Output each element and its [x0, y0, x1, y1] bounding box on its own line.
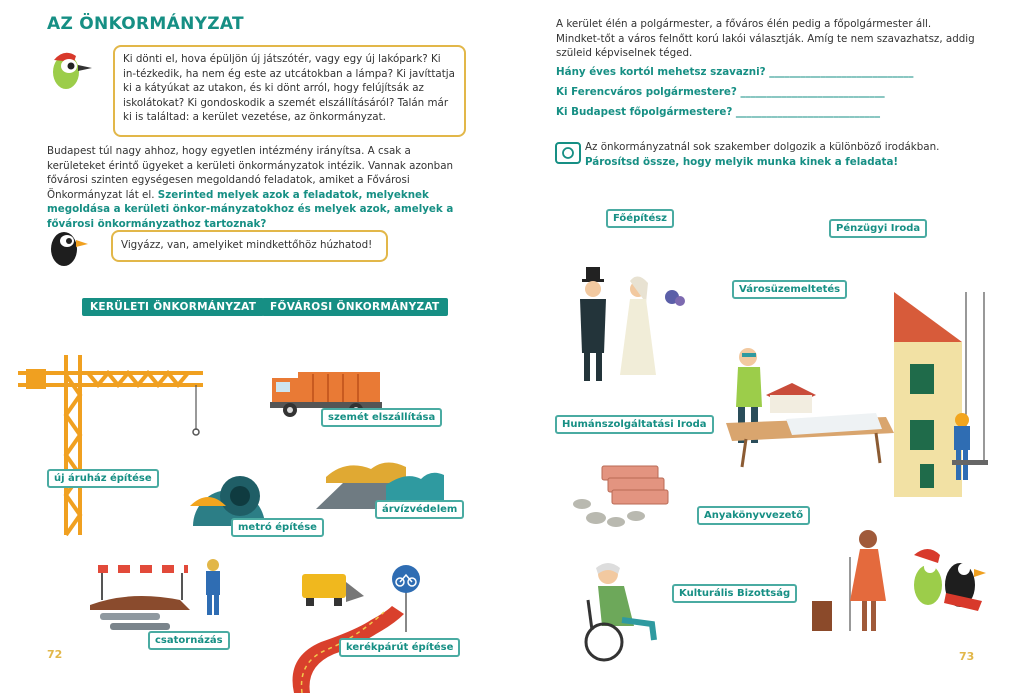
label-city-ops[interactable]: Városüzemeltetés: [732, 280, 847, 299]
label-registry[interactable]: Anyakönyvvezető: [697, 506, 810, 525]
label-chief-architect[interactable]: Főépítész: [606, 209, 674, 228]
label-flood[interactable]: árvízvédelem: [375, 500, 464, 519]
hint-bubble: Vigyázz, van, amelyiket mindkettőhöz húzhatod!: [111, 230, 388, 262]
matching-task: [585, 140, 975, 169]
question-2: Ki Ferencváros polgármestere? ____________________________: [556, 86, 885, 98]
label-metro[interactable]: metró építése: [231, 518, 324, 537]
label-sewer[interactable]: csatornázás: [148, 631, 230, 650]
capital-header[interactable]: FŐVÁROSI ÖNKORMÁNYZAT: [262, 298, 448, 316]
intro-paragraph-right: A kerület élén a polgármester, a főváros élén pedig a főpolgármester áll. Mindket-tőt a város felnőtt korú lakói választják. Amíg te nem szavazhatsz, addig szüleid képviselnek téged.: [556, 18, 975, 60]
woodpecker-icon: [44, 48, 94, 92]
matching-bold: Párosítsd össze, hogy melyik munka kinek a feladata!: [585, 155, 899, 168]
architect-desk-icon: [726, 345, 896, 467]
crane-icon: [18, 345, 208, 540]
label-finance[interactable]: Pénzügyi Iroda: [829, 219, 927, 238]
money-icon: [572, 462, 674, 530]
label-store[interactable]: új áruház építése: [47, 469, 159, 488]
matching-text: Az önkormányzatnál sok szakember dolgozik a különböző irodákban.: [585, 141, 940, 153]
label-human-services[interactable]: Humánszolgáltatási Iroda: [555, 415, 714, 434]
label-garbage[interactable]: szemét elszállítása: [321, 408, 442, 427]
wedding-couple-icon: [576, 263, 691, 385]
page-number-right: 73: [959, 650, 975, 663]
performers-icon: [810, 527, 988, 637]
puzzle-icon: [555, 142, 581, 164]
intro-bubble: Ki dönti el, hova épüljön új játszótér, vagy egy új lakópark? Ki in-tézkedik, ha nem ég este az utcátokban a lámpa? Ki javíttatja ki a kátyúkat az utakon, és ki dönt arról, hogy felújítsák az iskolátokat? Ki gondoskodik a szemét elszállításáról? Talán már ki is találtad: a kerület vezetése, az önkormányzat.: [113, 45, 466, 137]
task-text: Szerinted melyek azok a feladatok, melyeknek megoldása a kerületi önkor-mányzatokhoz és melyek azok, amelyek a fővárosi önkormányzathoz tartoznak?: [47, 188, 454, 230]
building-worker-icon: [892, 292, 992, 497]
label-culture[interactable]: Kulturális Bizottság: [672, 584, 797, 603]
page-number: 72: [47, 648, 63, 661]
sewer-works-icon: [90, 555, 230, 635]
page-title: AZ ÖNKORMÁNYZAT: [47, 14, 244, 34]
wheelchair-person-icon: [582, 560, 666, 664]
intro-text: Budapest túl nagy ahhoz, hogy egyetlen intézmény irányítsa. A csak a kerületeket érintő ügyeket a kerületi önkormányzatok intézik. Vannak azonban fővárosi szinten egységesen megoldandó feladatok, amiket a Fővárosi Önkormányzat lát el.: [47, 145, 454, 201]
right-page: [512, 0, 1023, 693]
label-bike[interactable]: kerékpárút építése: [339, 638, 460, 657]
intro-paragraph: [47, 144, 467, 232]
question-3: Ki Budapest főpolgármestere? ____________________________: [556, 106, 881, 118]
blackbird-icon: [44, 225, 92, 267]
question-1: Hány éves kortól mehetsz szavazni? ____________________________: [556, 66, 914, 78]
bike-path-icon: [276, 562, 426, 693]
district-header[interactable]: KERÜLETI ÖNKORMÁNYZAT: [82, 298, 264, 316]
